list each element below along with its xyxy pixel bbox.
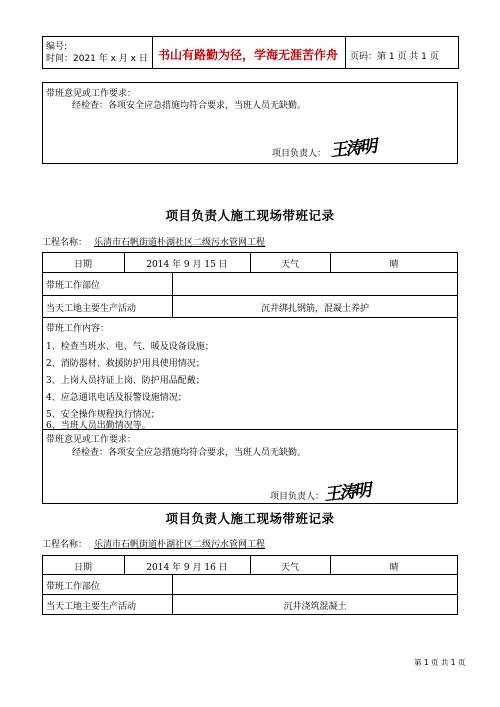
record2-project-name: 乐清市石帆街道朴湖社区二级污水管网工程 bbox=[94, 540, 266, 550]
top-signer-label: 项目负责人： bbox=[272, 149, 327, 159]
list-item: 5、安全操作规程执行情况； bbox=[46, 410, 160, 420]
record1-project-name: 乐清市石帆街道朴湖社区二级污水管网工程 bbox=[94, 238, 266, 248]
record2-weather-value: 晴 bbox=[389, 563, 399, 573]
record1-date-value: 2014 年 9 月 15 日 bbox=[146, 260, 228, 270]
page-label: 页码：第 1 页 共 1 页 bbox=[350, 52, 439, 62]
record2-dept-label: 带班工作部位 bbox=[46, 582, 101, 592]
list-item: 1、检查当班水、电、气、暖及设备设施； bbox=[46, 342, 214, 352]
record1-comment-text: 经检查：各项安全应急措施均符合要求，当班人员无缺勤。 bbox=[72, 448, 307, 458]
record2-title: 项目负责人施工现场带班记录 bbox=[165, 511, 335, 526]
record1-signature: 王涛明 bbox=[323, 480, 371, 506]
record1-date-label: 日期 bbox=[73, 260, 92, 270]
record1-dept-label: 带班工作部位 bbox=[46, 281, 101, 291]
doc-number-label: 编号: bbox=[46, 42, 68, 52]
record1-signer-label: 项目负责人： bbox=[270, 492, 325, 502]
record2-activity-label: 当天工地主要生产活动 bbox=[46, 602, 137, 612]
record2-date-value: 2014 年 9 月 16 日 bbox=[146, 563, 228, 573]
record1-content-label: 带班工作内容： bbox=[46, 324, 110, 334]
record1-weather-label: 天气 bbox=[280, 260, 299, 270]
record2-weather-label: 天气 bbox=[280, 563, 299, 573]
list-item: 4、应急通讯电话及报警设施情况； bbox=[46, 393, 187, 403]
record1-title: 项目负责人施工现场带班记录 bbox=[165, 208, 335, 223]
record1-comment-label: 带班意见或工作要求： bbox=[46, 435, 137, 445]
record2-activity-value: 沉井浇筑混凝土 bbox=[283, 602, 347, 612]
top-comment-text: 经检查：各项安全应急措施均符合要求，当班人员无缺勤。 bbox=[72, 101, 307, 111]
record2-project-label: 工程名称： bbox=[42, 540, 88, 550]
motto-text: 书山有路勤为径，学海无涯苦作舟 bbox=[158, 48, 339, 62]
footer-page-number: 第 1 页 共 1 页 bbox=[414, 658, 466, 667]
list-item: 6、当班人员出勤情况等。 bbox=[46, 421, 151, 431]
top-comment-label: 带班意见或工作要求： bbox=[46, 89, 137, 99]
record1-project-label: 工程名称： bbox=[42, 238, 88, 248]
record2-date-label: 日期 bbox=[73, 563, 92, 573]
record1-activity-label: 当天工地主要生产活动 bbox=[46, 304, 137, 314]
record1-activity-value: 沉井绑扎钢筋，混凝土养护 bbox=[260, 304, 369, 314]
doc-time-label: 时间：2021 年 x 月 x 日 bbox=[46, 54, 148, 64]
record1-weather-value: 晴 bbox=[389, 260, 399, 270]
list-item: 2、消防器材、救援防护用具使用情况； bbox=[46, 359, 205, 369]
top-signature: 王涛明 bbox=[329, 136, 377, 162]
list-item: 3、上岗人员持证上岗、防护用品配戴； bbox=[46, 376, 205, 386]
